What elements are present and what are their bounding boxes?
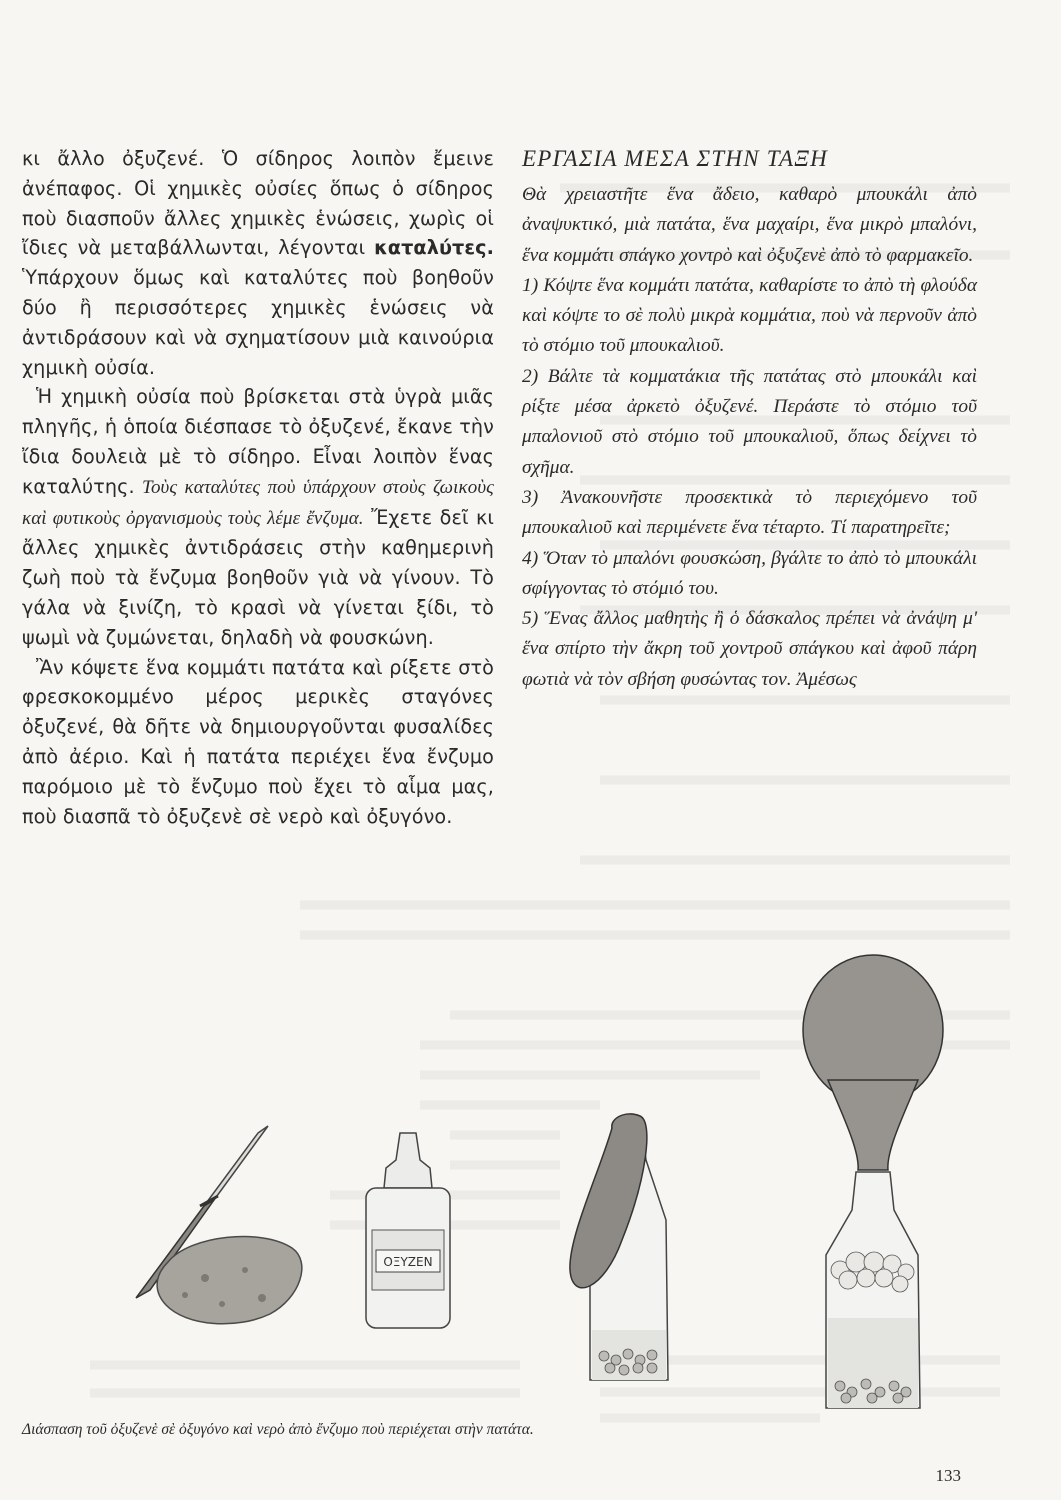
activity-step-1: 1) Κόψτε ἕνα κομμάτι πατάτα, καθαρίστε το ἀπὸ τὴ φλούδα καὶ κόψτε το σὲ πολὺ μικρὰ κομμάτια, ποὺ νὰ περνοῦν ἀπὸ τὸ στόμιο τοῦ μπουκαλιοῦ. (522, 274, 977, 357)
bottle-inflated-balloon-icon (803, 955, 943, 1408)
paragraph-catalysts-text: κι ἄλλο ὀξυζενέ. Ὁ σίδηρος λοιπὸν ἔμεινε ἀνέπαφος. Οἱ χημικὲς οὐσίες ὅπως ὁ σίδηρος ποὺ διασποῦν ἄλλες χημικὲς ἑνώσεις, χωρὶς οἱ ἴδιες νὰ μεταβάλλωνται, λέγονται (22, 147, 494, 260)
paragraph-catalysts-rest: Ὑπάρχουν ὅμως καὶ καταλύτες ποὺ βοηθοῦν δύο ἢ περισσότερες χημικὲς ἑνώσεις νὰ ἀντιδράσουν καὶ νὰ σχηματίσουν μιὰ καινούρια χημικὴ οὐσία. (22, 266, 494, 379)
activity-step-4: 4) Ὅταν τὸ μπαλόνι φουσκώση, βγάλτε το ἀπὸ τὸ μπουκάλι σφίγγοντας τὸ στόμιό του. (522, 547, 977, 599)
figure-caption: Διάσπαση τοῦ ὀξυζενὲ σὲ ὀξυγόνο καὶ νερὸ ἀπὸ ἔνζυμο ποὺ περιέχεται στὴν πατάτα. (22, 1421, 534, 1438)
page-number: 133 (935, 1466, 961, 1485)
peroxide-bottle-icon (366, 1133, 450, 1328)
activity-step-3: 3) Ἀνακουνῆστε προσεκτικὰ τὸ περιεχόμενο τοῦ μπουκαλιοῦ καὶ περιμένετε ἕνα τέταρτο. Τί παρατηρεῖτε; (522, 486, 977, 539)
activity-step-5: 5) Ἕνας ἄλλος μαθητὴς ἢ ὁ δάσκαλος πρέπει νὰ ἀνάψη μ' ἕνα σπίρτο τὴν ἄκρη τοῦ χοντροῦ σπάγκου καὶ ἀφοῦ πάρη φωτιὰ νὰ τὸν σβήση φυσώντας τον. Ἀμέσως (522, 608, 977, 690)
term-catalysts: καταλύτες. (374, 236, 494, 260)
paragraph-enzymes-text: Ἡ χημικὴ οὐσία ποὺ βρίσκεται στὰ ὑγρὰ μιᾶς πληγῆς, ἡ ὁποία διέσπασε τὸ ὀξυζενέ, ἔκανε τὴν ἴδια δουλειὰ μὲ τὸ σίδηρο. Εἶναι λοιπὸν ἕνας καταλύτης. (22, 385, 494, 498)
paragraph-potato-text: Ἂν κόψετε ἕνα κομμάτι πατάτα καὶ ρίξετε στὸ φρεσκοκομμένο μέρος μερικὲς σταγόνες ὀξυζενέ, θὰ δῆτε νὰ δημιουργοῦνται φυσαλίδες ἀπὸ ἀέριο. Καὶ ἡ πατάτα περιέχει ἕνα ἔνζυμο παρόμοιο μὲ τὸ ἔνζυμο ποὺ ἔχει τὸ αἷμα μας, ποὺ διασπᾶ τὸ ὀξυζενὲ σὲ νερὸ καὶ ὀξυγόνο. (22, 655, 494, 828)
activity-materials: Θὰ χρειαστῆτε ἕνα ἄδειο, καθαρὸ μπουκάλι ἀπὸ ἀναψυκτικό, μιὰ πατάτα, ἕνα μαχαίρι, ἕνα μικρὸ μπαλόνι, ἕνα κομμάτι σπάγκο χοντρὸ καὶ ὀξυζενὲ ἀπὸ τὸ φαρμακεῖο. (522, 184, 977, 266)
bottle-deflated-balloon-icon (570, 1114, 668, 1380)
bottle-label: ΟΞΥΖΕΝ (383, 1255, 433, 1269)
activity-heading: ΕΡΓΑΣΙΑ ΜΕΣΑ ΣΤΗΝ ΤΑΞΗ (522, 146, 828, 171)
activity-step-2: 2) Βάλτε τὰ κομματάκια τῆς πατάτας στὸ μπουκάλι καὶ ρίξτε μέσα ἀρκετὸ ὀξυζενέ. Περάστε τὸ στόμιο τοῦ μπαλονιοῦ στὸ στόμιο τοῦ μπουκαλιοῦ, ὅπως δείχνει τὸ σχῆμα. (522, 365, 977, 478)
paragraph-enzymes-rest: Ἔχετε δεῖ κι ἄλλες χημικὲς ἀντιδράσεις στὴν καθημερινὴ ζωὴ ποὺ τὰ ἔνζυμα βοηθοῦν γιὰ νὰ γίνουν. Τὸ γάλα νὰ ξινίζη, τὸ κρασὶ νὰ γίνεται ξίδι, τὸ ψωμὶ νὰ ζυμώνεται, δηλαδὴ νὰ φουσκώνη. (22, 505, 494, 649)
enzymes-definition: Τοὺς καταλύτες ποὺ ὑπάρχουν στοὺς ζωικοὺς καὶ φυτικοὺς ὀργανισμοὺς τοὺς λέμε ἔνζυμα. (22, 476, 494, 529)
